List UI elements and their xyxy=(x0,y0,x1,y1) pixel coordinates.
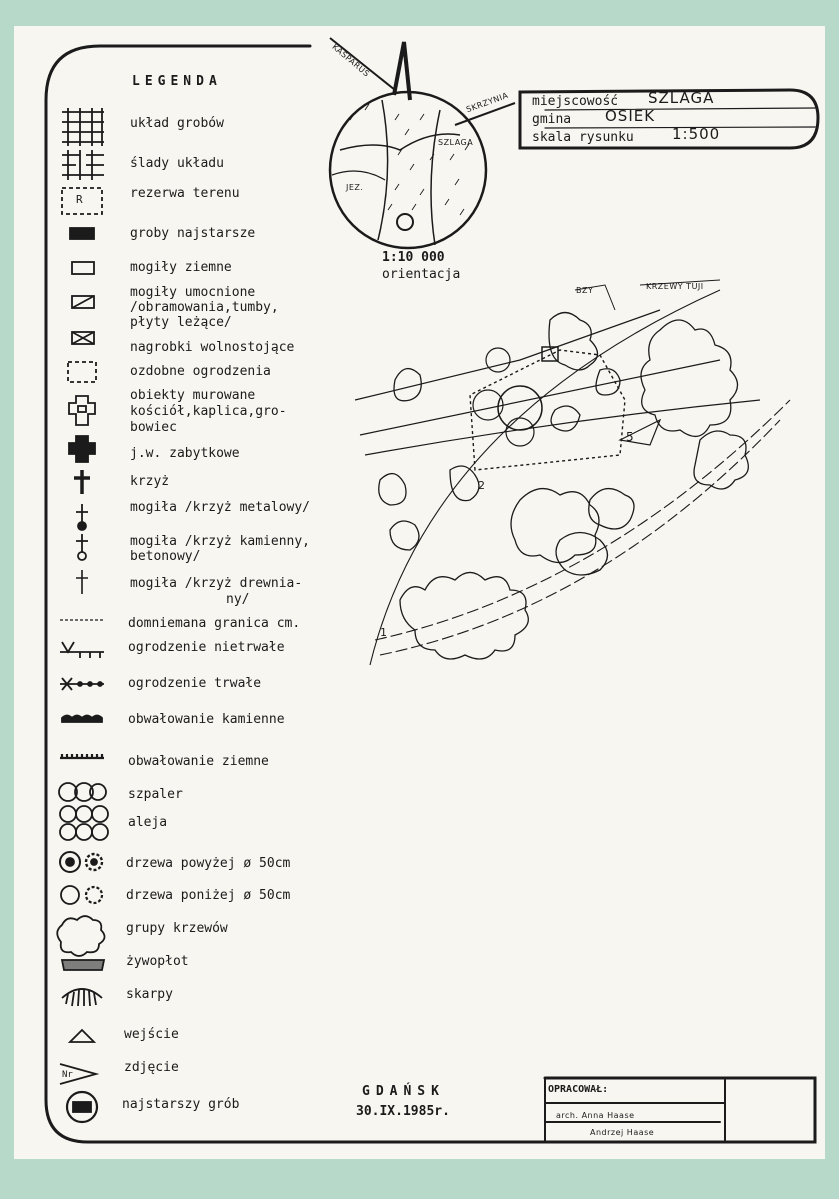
legend-label-slope: skarpy xyxy=(126,987,173,1002)
legend-label-stone-cross-2: betonowy/ xyxy=(130,549,201,564)
legend-label-shrubs: grupy krzewów xyxy=(126,921,228,936)
partial-grid-icon xyxy=(62,150,104,180)
legend-icons xyxy=(57,108,108,1122)
legend-label-wood-cross-2: ny/ xyxy=(226,592,250,607)
scale-value: 1:500 xyxy=(672,125,721,143)
avenue-icon xyxy=(60,806,108,840)
legend-label-reinforced-graves: mogiły umocnione xyxy=(130,285,256,300)
place-kasparus: KASPARUS xyxy=(330,42,372,79)
legend-label-metal-cross: mogiła /krzyż metalowy/ xyxy=(130,500,311,515)
frame-outline xyxy=(46,46,815,1142)
drawing-date: 30.IX.1985r. xyxy=(356,1104,450,1119)
legend-label-reserve: rezerwa terenu xyxy=(130,186,240,201)
legend-label-hedge-row: szpaler xyxy=(128,787,183,802)
slope-icon xyxy=(62,989,102,1006)
reserve-icon-letter: R xyxy=(76,193,83,206)
prepared-by-label: OPRACOWAŁ: xyxy=(548,1084,609,1095)
legend-title: LEGENDA xyxy=(132,74,222,89)
plan-number-2: 2 xyxy=(478,479,486,492)
author-2: Andrzej Haase xyxy=(590,1128,655,1137)
grid-icon xyxy=(62,108,104,146)
legend-label-living-hedge: żywopłot xyxy=(126,954,189,969)
commune-label: gmina xyxy=(532,112,572,127)
lake-label: JEZ. xyxy=(346,183,364,192)
small-trees-icon xyxy=(61,886,102,904)
legend-label-photo: zdjęcie xyxy=(124,1060,179,1075)
place-skrzynia: SKRZYNIA xyxy=(465,90,510,115)
living-hedge-icon xyxy=(62,960,104,970)
large-trees-icon xyxy=(60,852,102,872)
empty-rect-icon xyxy=(72,262,94,274)
locality-value: SZLAGA xyxy=(648,89,715,107)
plan-label-thuja: KRZEWY TUJI xyxy=(646,282,704,291)
legend-label-entrance: wejście xyxy=(124,1027,179,1042)
locality-label: miejscowość xyxy=(532,94,619,109)
city-name: GDAŃSK xyxy=(362,1084,445,1099)
legend-label-cross: krzyż xyxy=(130,474,170,489)
shrub-group-icon xyxy=(57,916,104,956)
perm-fence-icon xyxy=(60,678,104,690)
legend-label-wood-cross: mogiła /krzyż drewnia- xyxy=(130,576,303,591)
legend-label-stone-cross: mogiła /krzyż kamienny, xyxy=(130,534,311,549)
entrance-icon xyxy=(70,1030,94,1042)
hedge-row-icon xyxy=(59,783,106,801)
stone-cross-icon xyxy=(76,534,88,560)
scale-label: skala rysunku xyxy=(532,130,634,145)
cross-icon xyxy=(74,470,90,494)
plan-number-5: 5 xyxy=(626,430,635,444)
legend-label-avenue: aleja xyxy=(128,815,168,830)
place-szlaga: SZLAGA xyxy=(438,138,474,147)
earth-bank-icon xyxy=(60,754,104,758)
legend-label-grave-layout: układ grobów xyxy=(130,116,224,131)
orientation-scale: 1:10 000 xyxy=(382,250,445,265)
legend-label-oldest-graves: groby najstarsze xyxy=(130,226,256,241)
legend-label-large-trees: drzewa powyżej ø 50cm xyxy=(126,856,291,871)
legend-label-small-trees: drzewa poniżej ø 50cm xyxy=(126,888,291,903)
legend-label-reinforced-graves-3: płyty leżące/ xyxy=(130,315,232,330)
orientation-label: orientacja xyxy=(382,267,461,282)
temp-fence-icon xyxy=(60,642,104,658)
legend-label-temp-fence: ogrodzenie nietrwałe xyxy=(128,640,285,655)
solid-rect-icon xyxy=(70,228,94,239)
cemetery-plan xyxy=(355,280,790,665)
church-filled-icon xyxy=(69,436,95,462)
commune-value: OSIEK xyxy=(605,107,656,125)
oldest-grave-icon xyxy=(67,1092,97,1122)
plan-label-lilacs: BZY xyxy=(576,286,594,295)
dashed-rect-icon xyxy=(68,362,96,382)
crossed-rect-icon xyxy=(72,332,94,344)
legend-label-boundary: domniemana granica cm. xyxy=(128,616,301,631)
church-icon xyxy=(69,396,95,425)
legend-label-historic: j.w. zabytkowe xyxy=(130,446,240,461)
legend-label-earth-bank: obwałowanie ziemne xyxy=(128,754,269,769)
legend-label-perm-fence: ogrodzenie trwałe xyxy=(128,676,262,691)
legend-label-freestanding: nagrobki wolnostojące xyxy=(130,340,295,355)
legend-label-earth-graves: mogiły ziemne xyxy=(130,260,232,275)
legend-label-layout-traces: ślady układu xyxy=(130,156,224,171)
metal-cross-icon xyxy=(76,504,88,530)
author-1: arch. Anna Haase xyxy=(556,1111,635,1120)
legend-label-fences: ozdobne ogrodzenia xyxy=(130,364,271,379)
legend-label-masonry-2: kościół,kaplica,gro- xyxy=(130,404,287,419)
legend-label-masonry: obiekty murowane xyxy=(130,388,256,403)
wood-cross-icon xyxy=(76,570,88,594)
legend-label-reinforced-graves-2: /obramowania,tumby, xyxy=(130,300,279,315)
plan-number-1: 1 xyxy=(380,626,388,639)
legend-label-oldest-grave: najstarszy grób xyxy=(122,1097,240,1112)
legend-label-masonry-3: bowiec xyxy=(130,420,177,435)
slashed-rect-icon xyxy=(72,296,94,308)
stone-bank-icon xyxy=(62,716,102,723)
photo-icon-number: Nr xyxy=(62,1070,73,1080)
legend-label-stone-bank: obwałowanie kamienne xyxy=(128,712,285,727)
